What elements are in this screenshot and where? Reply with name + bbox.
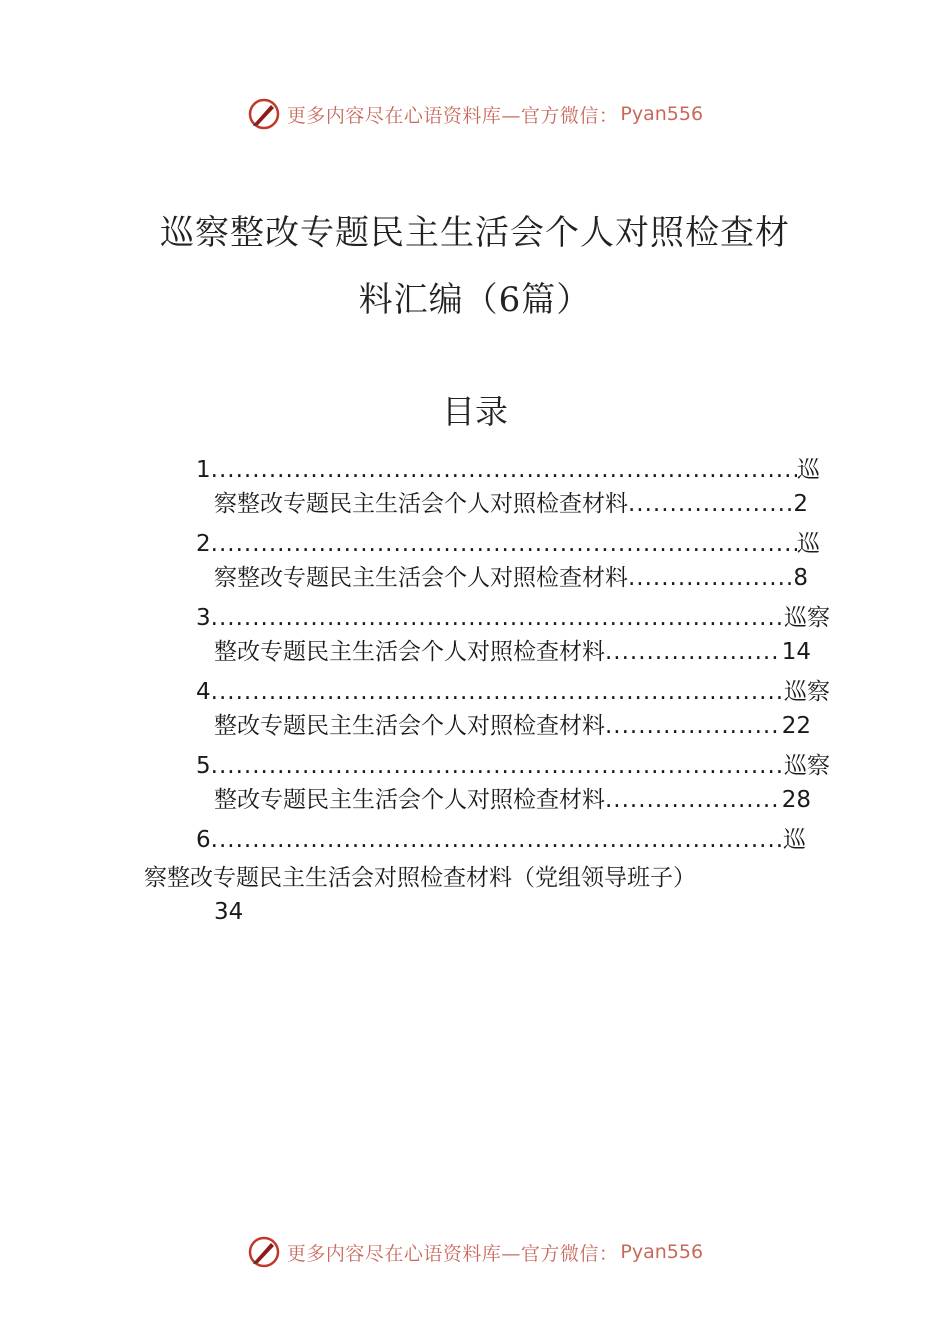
toc-leader-dots	[605, 783, 782, 817]
toc-item-title: 察整改专题民主生活会个人对照检查材料	[214, 491, 628, 517]
toc-heading: 目录	[442, 392, 508, 431]
toc-item-page: 22	[781, 713, 811, 739]
toc-leader-dots	[605, 709, 782, 743]
toc-item-5-line-1[interactable]	[196, 749, 830, 783]
toc-item-number: 5	[196, 753, 211, 779]
toc-item-page: 14	[781, 639, 811, 665]
pen-logo-icon	[247, 97, 281, 131]
toc-leader-dots	[628, 487, 793, 521]
toc-item-title: 整改专题民主生活会个人对照检查材料	[214, 639, 605, 665]
toc-item-5-line-2[interactable]	[214, 783, 811, 817]
banner-wechat-id: Pyan556	[620, 103, 704, 125]
toc-item-number: 4	[196, 679, 211, 705]
header-banner	[0, 94, 950, 134]
toc-item-title-start: 巡察	[784, 605, 830, 631]
toc-leader-dots	[605, 635, 782, 669]
toc-item-3-line-2[interactable]	[214, 635, 811, 669]
banner-wechat-id: Pyan556	[620, 1241, 704, 1263]
toc-item-title: 整改专题民主生活会个人对照检查材料	[214, 713, 605, 739]
toc-item-6-line-1[interactable]	[196, 823, 806, 857]
toc-leader-dots	[628, 561, 793, 595]
toc-leader-dots	[211, 823, 783, 857]
document-title-line-1: 巡察整改专题民主生活会个人对照检查材	[160, 213, 790, 253]
toc-item-1-line-2[interactable]	[214, 487, 808, 521]
toc-item-title: 察整改专题民主生活会个人对照检查材料	[214, 565, 628, 591]
document-title-line-2: 料汇编（6篇）	[358, 280, 592, 320]
toc-item-title-start: 巡察	[784, 679, 830, 705]
toc-leader-dots	[211, 675, 784, 709]
toc-leader-dots	[211, 527, 797, 561]
banner-text: 更多内容尽在心语资料库—官方微信：	[286, 1242, 619, 1265]
toc-item-4-line-1[interactable]	[196, 675, 830, 709]
banner-text: 更多内容尽在心语资料库—官方微信：	[286, 104, 619, 127]
toc-item-title-start: 巡	[797, 531, 820, 557]
toc-item-number: 6	[196, 827, 211, 853]
toc-item-title-start: 巡察	[784, 753, 830, 779]
toc-leader-dots	[211, 453, 797, 487]
toc-item-2-line-2[interactable]	[214, 561, 808, 595]
toc-item-1-line-1[interactable]	[196, 453, 820, 487]
footer-banner	[0, 1232, 950, 1272]
toc-item-title: 察整改专题民主生活会对照检查材料（党组领导班子）	[144, 865, 696, 891]
toc-item-page: 34	[214, 899, 244, 925]
toc-leader-dots	[211, 601, 784, 635]
toc-item-page: 28	[781, 787, 811, 813]
toc-item-page: 8	[793, 565, 808, 591]
toc-item-number: 3	[196, 605, 211, 631]
toc-item-2-line-1[interactable]	[196, 527, 820, 561]
toc-item-page: 2	[793, 491, 808, 517]
toc-leader-dots	[211, 749, 784, 783]
toc-item-number: 1	[196, 457, 211, 483]
toc-item-3-line-1[interactable]	[196, 601, 830, 635]
toc-item-title: 整改专题民主生活会个人对照检查材料	[214, 787, 605, 813]
toc-item-6-line-3[interactable]	[214, 895, 314, 929]
toc-item-4-line-2[interactable]	[214, 709, 811, 743]
toc-item-6-line-2[interactable]	[144, 861, 784, 895]
toc-item-title-start: 巡	[797, 457, 820, 483]
pen-logo-icon	[247, 1235, 281, 1269]
toc-item-number: 2	[196, 531, 211, 557]
toc-item-title-start: 巡	[783, 827, 806, 853]
